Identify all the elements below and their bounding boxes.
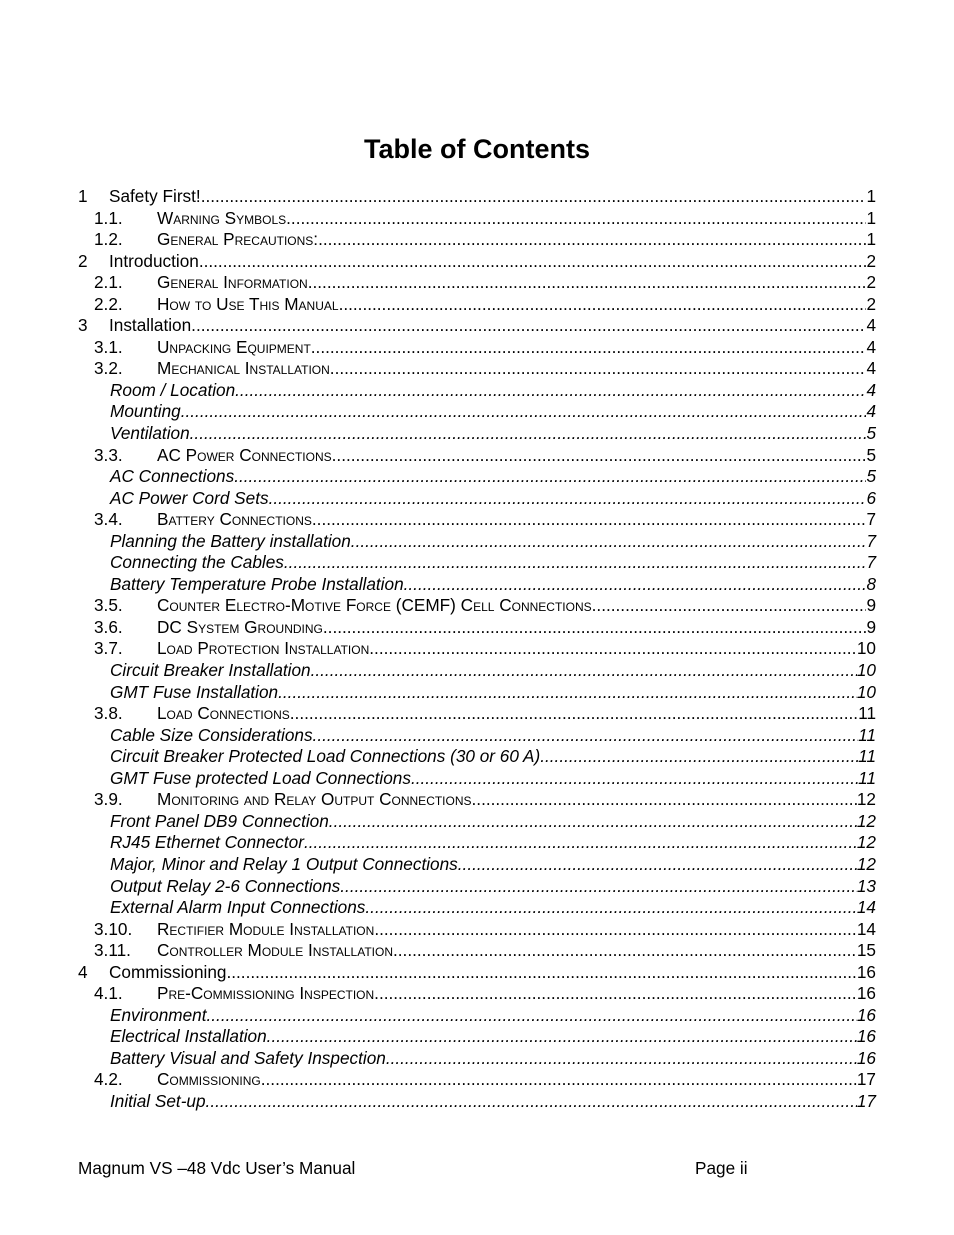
- toc-entry-label: Major, Minor and Relay 1 Output Connections: [110, 853, 458, 874]
- toc-entry[interactable]: [78, 876, 876, 898]
- toc-entry[interactable]: [78, 380, 876, 402]
- toc-entry[interactable]: [78, 768, 876, 790]
- toc-dot-leader: [411, 768, 858, 790]
- toc-entry-label: Battery Visual and Safety Inspection: [110, 1047, 386, 1068]
- toc-dot-leader: [267, 1026, 857, 1048]
- toc-dot-leader: [191, 315, 866, 337]
- toc-entry-page: 9: [866, 595, 876, 616]
- toc-entry-label: DC System Grounding: [157, 616, 323, 637]
- toc-entry[interactable]: [78, 789, 876, 811]
- toc-entry-page: 11: [858, 724, 876, 745]
- toc-dot-leader: [404, 574, 867, 596]
- toc-entry-page: 16: [856, 961, 876, 982]
- toc-entry[interactable]: [78, 1026, 876, 1048]
- toc-entry-page: 1: [866, 186, 876, 206]
- toc-dot-leader: [311, 337, 867, 359]
- toc-entry-label: Warning Symbols: [157, 207, 287, 228]
- toc-entry-page: 6: [866, 487, 876, 508]
- toc-entry-label: General Precautions:: [157, 229, 319, 250]
- toc-entry-number: 4.2.: [94, 1069, 123, 1090]
- toc-entry-label: AC Power Connections: [157, 444, 332, 465]
- toc-entry-page: 9: [866, 616, 876, 637]
- toc-entry-page: 2: [866, 293, 876, 314]
- toc-entry-label: Output Relay 2-6 Connections: [110, 875, 341, 896]
- toc-entry-number: 3.7.: [94, 638, 123, 659]
- toc-entry-page: 10: [856, 660, 876, 681]
- toc-dot-leader: [472, 789, 857, 811]
- toc-entry-label: Cable Size Considerations: [110, 724, 313, 745]
- toc-entry-page: 12: [856, 832, 876, 853]
- toc-entry-number: 3.11.: [94, 940, 131, 961]
- toc-entry-page: 16: [856, 1047, 876, 1068]
- toc-dot-leader: [278, 682, 857, 704]
- toc-entry-number: 3.1.: [94, 336, 123, 357]
- toc-entry[interactable]: [78, 1069, 876, 1091]
- toc-entry-page: 7: [866, 509, 876, 530]
- toc-entry[interactable]: [78, 488, 876, 510]
- toc-entry-label: Pre-Commissioning Inspection: [157, 983, 375, 1004]
- toc-entry-page: 4: [866, 379, 876, 400]
- toc-entry[interactable]: [78, 638, 876, 660]
- toc-entry[interactable]: [78, 1091, 876, 1113]
- toc-dot-leader: [284, 552, 867, 574]
- toc-entry[interactable]: [78, 272, 876, 294]
- toc-entry[interactable]: [78, 746, 876, 768]
- toc-entry-label: Monitoring and Relay Output Connections: [157, 789, 472, 810]
- toc-entry-page: 14: [856, 897, 876, 918]
- toc-dot-leader: [330, 358, 867, 380]
- toc-entry-label: Controller Module Installation: [157, 940, 393, 961]
- toc-entry-page: 13: [856, 875, 876, 896]
- toc-dot-leader: [304, 832, 857, 854]
- toc-dot-leader: [234, 466, 866, 488]
- page-title: Table of Contents: [364, 134, 590, 164]
- toc-entry[interactable]: [78, 682, 876, 704]
- toc-entry-page: 4: [866, 401, 876, 422]
- toc-dot-leader: [211, 1005, 857, 1027]
- toc-dot-leader: [286, 208, 866, 230]
- toc-entry-label: Commissioning.: [157, 1069, 266, 1090]
- toc-entry[interactable]: [78, 940, 876, 962]
- toc-entry-page: 12: [856, 789, 876, 810]
- toc-dot-leader: [374, 919, 857, 941]
- toc-entry[interactable]: [78, 552, 876, 574]
- toc-entry-label: AC Connections: [110, 466, 235, 487]
- toc-entry-label: General Information: [157, 272, 308, 293]
- toc-dot-leader: [374, 983, 857, 1005]
- toc-dot-leader: [323, 617, 867, 639]
- toc-entry[interactable]: [78, 574, 876, 596]
- toc-entry[interactable]: [78, 358, 876, 380]
- toc-entry-page: 16: [856, 983, 876, 1004]
- toc-entry-number: 1.2.: [94, 229, 123, 250]
- toc-entry-number: 3.5.: [94, 595, 123, 616]
- toc-entry-label: RJ45 Ethernet Connector: [110, 832, 304, 853]
- toc-entry-page: 12: [856, 853, 876, 874]
- toc-entry-label: Load Connections: [157, 703, 290, 724]
- toc-entry-number: 3.10.: [94, 918, 133, 939]
- toc-entry-number: 3.9.: [94, 789, 123, 810]
- toc-entry[interactable]: [78, 509, 876, 531]
- toc-entry-label: Initial Set-up: [110, 1090, 206, 1111]
- toc-entry-number: 3.4.: [94, 509, 123, 530]
- table-of-contents: [78, 186, 876, 1113]
- toc-dot-leader: [266, 1069, 857, 1091]
- toc-entry[interactable]: [78, 466, 876, 488]
- toc-entry-label: Battery Connections: [157, 509, 312, 530]
- toc-entry-page: 10: [856, 681, 876, 702]
- toc-entry-number: 3.8.: [94, 703, 123, 724]
- toc-dot-leader: [308, 272, 867, 294]
- toc-entry-label: Room / Location: [110, 379, 236, 400]
- toc-dot-leader: [190, 423, 867, 445]
- toc-entry[interactable]: [78, 401, 876, 423]
- toc-entry-page: 4: [866, 315, 876, 336]
- toc-entry[interactable]: [78, 811, 876, 833]
- toc-entry-page: 10: [856, 638, 876, 659]
- toc-entry-label: Circuit Breaker Protected Load Connections (30 or 60 A): [110, 746, 541, 767]
- toc-entry-label: Rectifier Module Installation: [157, 918, 375, 939]
- toc-entry-number: 2: [78, 250, 88, 271]
- toc-dot-leader: [339, 294, 867, 316]
- toc-entry-page: 11: [858, 703, 876, 724]
- toc-entry-page: 16: [856, 1026, 876, 1047]
- toc-entry-label: Commissioning: [109, 961, 227, 982]
- toc-dot-leader: [290, 703, 858, 725]
- toc-dot-leader: [356, 531, 867, 553]
- toc-entry-number: 3.6.: [94, 616, 123, 637]
- toc-dot-leader: [318, 229, 866, 251]
- toc-entry[interactable]: [78, 1048, 876, 1070]
- toc-entry-number: 4: [78, 961, 88, 982]
- toc-entry-label: Front Panel DB9 Connection: [110, 810, 329, 831]
- toc-entry[interactable]: [78, 229, 876, 251]
- toc-entry-page: 11: [858, 746, 876, 767]
- toc-entry-number: 4.1.: [94, 983, 123, 1004]
- toc-entry-page: 8: [866, 573, 876, 594]
- toc-dot-leader: [369, 638, 857, 660]
- toc-dot-leader: [199, 251, 867, 273]
- toc-dot-leader: [206, 1091, 857, 1113]
- toc-entry[interactable]: [78, 617, 876, 639]
- toc-entry[interactable]: [78, 897, 876, 919]
- toc-entry-label: Counter Electro-Motive Force (CEMF) Cell Connections: [157, 595, 592, 616]
- footer-manual-title: Magnum VS –48 Vdc User’s Manual: [78, 1158, 356, 1178]
- toc-entry-label: AC Power Cord Sets: [110, 487, 269, 508]
- toc-entry[interactable]: [78, 962, 876, 984]
- toc-entry-label: Mechanical Installation: [157, 358, 330, 379]
- toc-dot-leader: [340, 876, 857, 898]
- toc-entry-label: Battery Temperature Probe Installation: [110, 573, 404, 594]
- toc-entry[interactable]: [78, 703, 876, 725]
- toc-dot-leader: [365, 897, 856, 919]
- toc-dot-leader: [181, 401, 867, 423]
- toc-entry-label: Environment.: [110, 1004, 212, 1025]
- toc-entry-page: 11: [858, 767, 876, 788]
- toc-entry-page: 7: [866, 530, 876, 551]
- toc-entry[interactable]: [78, 983, 876, 1005]
- toc-entry[interactable]: [78, 208, 876, 230]
- toc-entry-label: External Alarm Input Connections: [110, 897, 366, 918]
- toc-entry-label: Installation: [109, 315, 192, 336]
- toc-entry[interactable]: [78, 294, 876, 316]
- toc-entry-page: 1: [866, 207, 876, 228]
- toc-entry[interactable]: [78, 186, 876, 208]
- toc-entry-page: 5: [866, 444, 876, 465]
- toc-entry-page: 12: [856, 810, 876, 831]
- toc-entry-label: Unpacking Equipment: [157, 336, 311, 357]
- toc-entry-page: 2: [866, 250, 876, 271]
- toc-entry-number: 2.1.: [94, 272, 123, 293]
- toc-entry-label: Introduction: [109, 250, 199, 271]
- toc-dot-leader: [269, 488, 867, 510]
- toc-entry-label: Planning the Battery installation.: [110, 530, 356, 551]
- toc-dot-leader: [313, 725, 859, 747]
- toc-dot-leader: [386, 1048, 857, 1070]
- toc-entry-number: 2.2.: [94, 293, 123, 314]
- toc-entry-page: 16: [856, 1004, 876, 1025]
- toc-entry-label: Mounting: [110, 401, 181, 422]
- toc-dot-leader: [592, 595, 867, 617]
- toc-entry[interactable]: [78, 315, 876, 337]
- footer-page-number: Page ii: [695, 1158, 748, 1178]
- toc-entry-label: Connecting the Cables: [110, 552, 284, 573]
- toc-entry-label: Ventilation: [110, 423, 190, 444]
- toc-entry-page: 1: [866, 229, 876, 250]
- toc-entry[interactable]: [78, 531, 876, 553]
- toc-dot-leader: [312, 509, 867, 531]
- toc-entry-page: 4: [866, 358, 876, 379]
- toc-entry[interactable]: [78, 660, 876, 682]
- toc-entry[interactable]: [78, 854, 876, 876]
- toc-entry[interactable]: [78, 337, 876, 359]
- toc-dot-leader: [332, 445, 867, 467]
- toc-entry-page: 5: [866, 466, 876, 487]
- toc-dot-leader: [201, 186, 867, 208]
- toc-entry[interactable]: [78, 423, 876, 445]
- toc-entry-page: 15: [856, 940, 876, 961]
- toc-entry-page: 2: [866, 272, 876, 293]
- toc-entry[interactable]: [78, 725, 876, 747]
- toc-entry[interactable]: [78, 445, 876, 467]
- toc-entry-number: 1: [78, 186, 88, 206]
- toc-entry-page: 5: [866, 423, 876, 444]
- toc-entry-label: GMT Fuse protected Load Connections: [110, 767, 411, 788]
- toc-entry-label: Electrical Installation: [110, 1026, 267, 1047]
- toc-dot-leader: [235, 380, 866, 402]
- toc-dot-leader: [540, 746, 858, 768]
- toc-dot-leader: [311, 660, 857, 682]
- toc-entry-label: Load Protection Installation: [157, 638, 370, 659]
- toc-entry-number: 3: [78, 315, 88, 336]
- toc-entry-number: 3.3.: [94, 444, 123, 465]
- toc-entry-label: Safety First!: [109, 186, 201, 206]
- toc-entry-label: GMT Fuse Installation: [110, 681, 279, 702]
- toc-entry-number: 3.2.: [94, 358, 123, 379]
- toc-entry-page: 17: [856, 1069, 876, 1090]
- toc-dot-leader: [458, 854, 857, 876]
- toc-entry-page: 14: [856, 918, 876, 939]
- toc-entry-page: 17: [856, 1090, 876, 1111]
- toc-entry-page: 7: [866, 552, 876, 573]
- toc-entry-label: Circuit Breaker Installation: [110, 660, 311, 681]
- toc-dot-leader: [393, 940, 857, 962]
- toc-entry[interactable]: [78, 832, 876, 854]
- toc-entry[interactable]: [78, 595, 876, 617]
- toc-dot-leader: [329, 811, 857, 833]
- toc-entry[interactable]: [78, 1005, 876, 1027]
- toc-entry-page: 4: [866, 336, 876, 357]
- toc-entry[interactable]: [78, 251, 876, 273]
- toc-dot-leader: [226, 962, 856, 984]
- toc-entry[interactable]: [78, 919, 876, 941]
- toc-entry-label: How to Use This Manual: [157, 293, 339, 314]
- toc-entry-number: 1.1.: [94, 207, 123, 228]
